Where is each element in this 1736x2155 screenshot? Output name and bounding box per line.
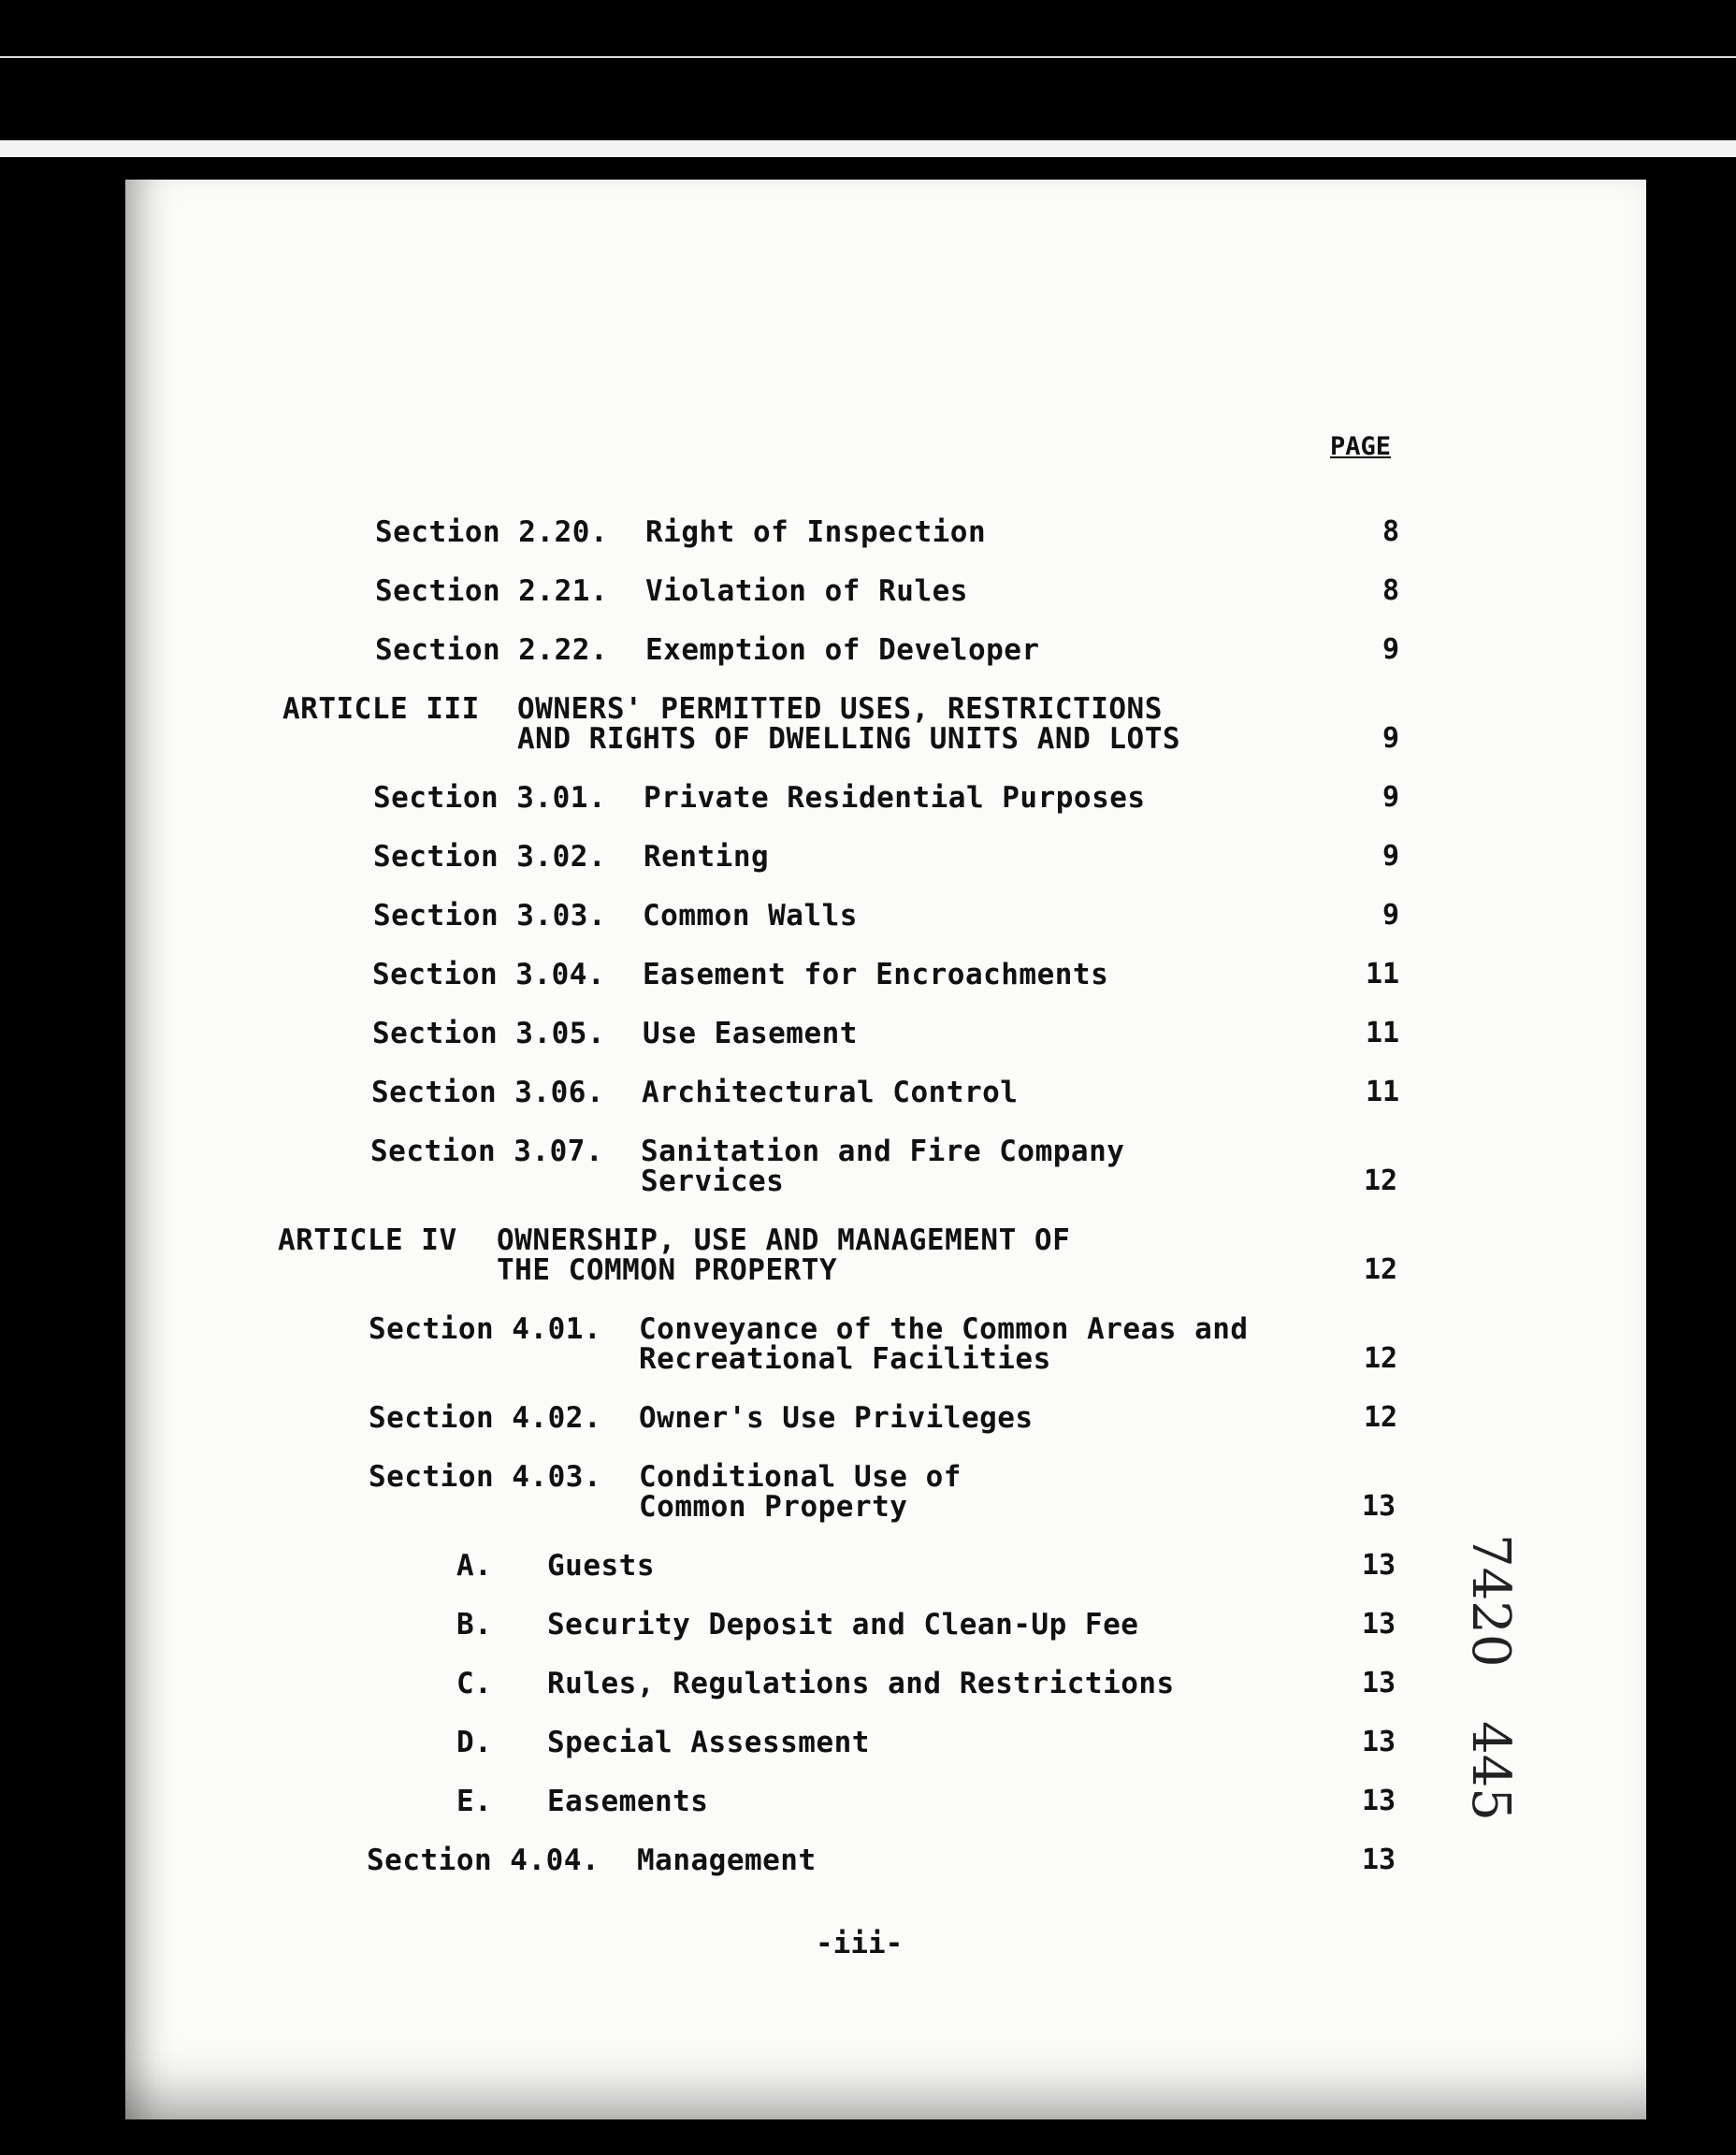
toc-article-title-line1: OWNERSHIP, USE AND MANAGEMENT OF (497, 1223, 1071, 1257)
toc-entry-title-line2: Recreational Facilities (639, 1342, 1051, 1376)
toc-article-title-line2: THE COMMON PROPERTY (497, 1253, 838, 1287)
toc-entry-page: 8 (1382, 515, 1400, 548)
toc-entry-page: 12 (1364, 1253, 1398, 1286)
toc-entry-title-line2: Common Property (639, 1490, 908, 1524)
toc-entry-title-line1: Conditional Use of (639, 1460, 962, 1494)
scan-top-line (0, 56, 1736, 58)
toc-entry-page: 12 (1364, 1401, 1398, 1434)
toc-entry-label: Section 3.02. (373, 840, 607, 874)
toc-entry-title-line1: Conveyance of the Common Areas and (639, 1312, 1249, 1346)
toc-entry-label: Section 2.21. (375, 574, 609, 608)
toc-entry-label: Section 3.04. (372, 958, 606, 991)
toc-entry-page: 11 (1366, 1076, 1400, 1108)
toc-subentry-label: A. (456, 1549, 493, 1583)
toc-entry-title: Violation of Rules (645, 574, 968, 608)
toc-entry-title: Exemption of Developer (645, 633, 1040, 667)
toc-entry-page: 12 (1364, 1164, 1398, 1197)
toc-entry-label: Section 4.04. (367, 1844, 600, 1877)
scan-top-band (0, 140, 1736, 157)
toc-subentry-title: Security Deposit and Clean-Up Fee (547, 1608, 1139, 1642)
toc-entry-label: Section 2.20. (375, 515, 609, 549)
page-number-stamp: 445 (1460, 1721, 1521, 1821)
toc-entry-title: Use Easement (643, 1017, 858, 1050)
toc-entry-page: 13 (1362, 1608, 1396, 1641)
toc-entry-page: 13 (1362, 1490, 1396, 1523)
toc-entry-label: Section 4.02. (369, 1401, 602, 1435)
toc-article-title-line1: OWNERS' PERMITTED USES, RESTRICTIONS (517, 692, 1163, 726)
toc-entry-page: 9 (1382, 722, 1400, 755)
toc-subentry-title: Special Assessment (547, 1726, 870, 1759)
toc-entry-page: 9 (1382, 633, 1400, 666)
toc-entry-label: Section 2.22. (375, 633, 609, 667)
toc-entry-page: 11 (1366, 1017, 1400, 1049)
toc-entry-page: 9 (1382, 899, 1400, 932)
book-number-stamp: 7420 (1460, 1534, 1521, 1668)
toc-entry-label: Section 3.07. (370, 1135, 604, 1168)
toc-article-title-line2: AND RIGHTS OF DWELLING UNITS AND LOTS (517, 722, 1181, 756)
toc-subentry-label: E. (456, 1785, 493, 1818)
toc-subentry-label: B. (456, 1608, 493, 1642)
toc-entry-title: Private Residential Purposes (644, 781, 1146, 815)
toc-entry-title: Owner's Use Privileges (639, 1401, 1034, 1435)
toc-entry-title: Management (637, 1844, 817, 1877)
page-column-header: PAGE (1330, 432, 1392, 461)
toc-entry-page: 13 (1362, 1785, 1396, 1817)
toc-entry-title: Common Walls (643, 899, 858, 933)
toc-entry-title: Architectural Control (642, 1076, 1019, 1109)
toc-subentry-title: Guests (547, 1549, 655, 1583)
toc-entry-label: Section 3.05. (372, 1017, 606, 1050)
toc-entry-label: Section 3.01. (373, 781, 607, 815)
toc-entry-page: 11 (1366, 958, 1400, 991)
toc-subentry-label: C. (456, 1667, 493, 1700)
toc-entry-title-line2: Services (641, 1164, 785, 1198)
toc-entry-title: Right of Inspection (645, 515, 987, 549)
toc-entry-page: 13 (1362, 1667, 1396, 1699)
toc-subentry-title: Easements (547, 1785, 709, 1818)
toc-entry-label: Section 3.03. (373, 899, 607, 933)
toc-entry-page: 13 (1362, 1549, 1396, 1582)
toc-entry-page: 9 (1382, 781, 1400, 814)
toc-entry-label: Section 4.01. (369, 1312, 602, 1346)
toc-article-label: ARTICLE IV (278, 1223, 457, 1257)
toc-entry-title: Renting (644, 840, 770, 874)
toc-subentry-label: D. (456, 1726, 493, 1759)
toc-entry-page: 9 (1382, 840, 1400, 873)
toc-entry-page: 12 (1364, 1342, 1398, 1375)
toc-entry-title: Easement for Encroachments (643, 958, 1109, 991)
toc-entry-page: 13 (1362, 1844, 1396, 1876)
toc-entry-page: 13 (1362, 1726, 1396, 1758)
toc-entry-label: Section 4.03. (369, 1460, 602, 1494)
toc-entry-title-line1: Sanitation and Fire Company (641, 1135, 1125, 1168)
toc-entry-label: Section 3.06. (371, 1076, 605, 1109)
toc-article-label: ARTICLE III (282, 692, 480, 726)
toc-entry-page: 8 (1382, 574, 1400, 607)
toc-subentry-title: Rules, Regulations and Restrictions (547, 1667, 1175, 1700)
page-number-footer: -iii- (816, 1927, 904, 1960)
